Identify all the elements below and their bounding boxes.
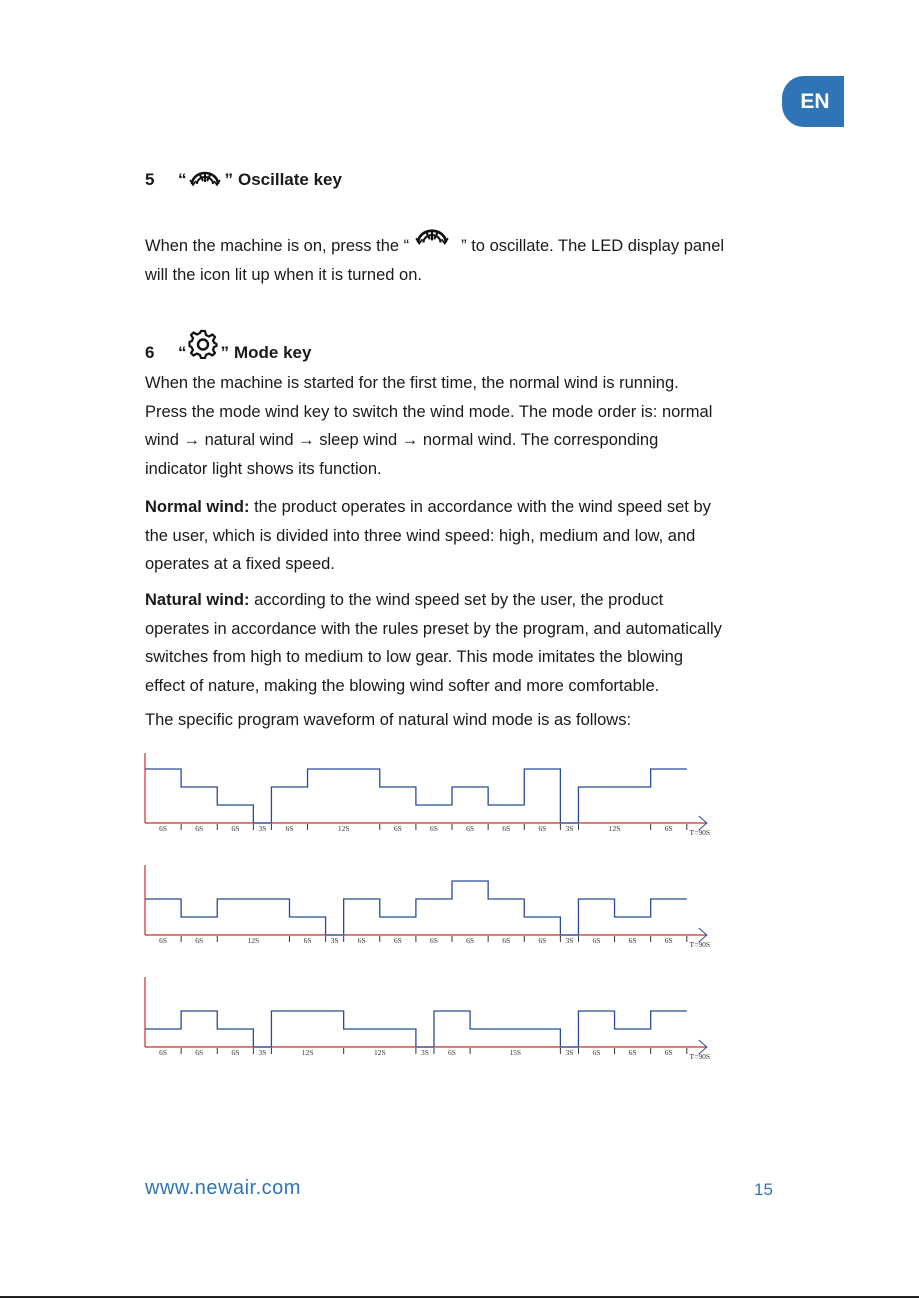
section-5-body <box>145 232 785 289</box>
duration-label: 6S <box>159 936 168 945</box>
duration-label: 6S <box>664 1048 673 1057</box>
duration-label: 6S <box>538 936 547 945</box>
duration-label: 15S <box>509 1048 522 1057</box>
duration-label: 6S <box>538 824 547 833</box>
body-line: Press the mode wind key to switch the wind mode. The mode order is: normal <box>145 402 713 421</box>
duration-label: 6S <box>195 936 204 945</box>
duration-label: 6S <box>664 936 673 945</box>
body-line: When the machine is started for the first time, the normal wind is running. <box>145 374 679 392</box>
duration-label: 12S <box>247 936 260 945</box>
duration-label: 12S <box>337 824 350 833</box>
duration-label: 12S <box>608 824 621 833</box>
duration-label: 6S <box>357 936 366 945</box>
body-line: wind → natural wind → sleep wind → normal wind. The corresponding <box>145 431 659 449</box>
quote-close: ” <box>220 343 229 362</box>
quote-open: “ <box>178 343 187 362</box>
duration-label: 6S <box>448 1048 456 1057</box>
duration-label: 6S <box>664 824 673 833</box>
duration-label: 6S <box>628 1048 637 1057</box>
duration-label: 6S <box>628 936 637 945</box>
duration-label: 6S <box>393 824 402 833</box>
quote-open: “ <box>178 170 187 189</box>
duration-label: 3S <box>258 824 267 833</box>
duration-label: 3S <box>330 936 339 945</box>
duration-label: 6S <box>502 824 511 833</box>
duration-label: 6S <box>429 936 438 945</box>
duration-label: 6S <box>159 824 168 833</box>
oscillate-icon <box>409 233 461 251</box>
total-time-label: T=90S <box>689 940 711 949</box>
section-title: Oscillate key <box>238 170 342 189</box>
body-line: Natural wind: according to the wind speed set by the user, the product <box>145 591 664 609</box>
body-line: operates at a fixed speed. <box>145 555 335 573</box>
quote-close: ” <box>224 170 233 189</box>
total-time-label: T=90S <box>689 1052 711 1061</box>
duration-label: 6S <box>159 1048 168 1057</box>
body-line: effect of nature, making the blowing wind softer and more comfortable. <box>145 676 660 695</box>
duration-label: 6S <box>303 936 312 945</box>
duration-label: 6S <box>592 1048 601 1057</box>
duration-label: 6S <box>231 1048 240 1057</box>
duration-label: 3S <box>258 1048 267 1057</box>
body-line: operates in accordance with the rules preset by the program, and automatically <box>145 619 722 638</box>
normal-wind-label: Normal wind: <box>145 498 250 516</box>
section-title: Mode key <box>234 343 312 362</box>
duration-label: 6S <box>429 824 438 833</box>
normal-wind-paragraph <box>145 493 785 579</box>
footer-url[interactable]: www.newair.com <box>145 1177 301 1199</box>
page-number: 15 <box>754 1180 773 1199</box>
section-number: 6 <box>145 343 155 362</box>
natural-wind-paragraph <box>145 586 785 700</box>
body-line: will the icon lit up when it is turned on. <box>145 265 422 284</box>
duration-label: 3S <box>565 824 574 833</box>
oscillate-icon <box>187 168 225 190</box>
waveform-line <box>145 769 687 823</box>
duration-label: 12S <box>301 1048 314 1057</box>
bottom-rule <box>0 1296 919 1298</box>
duration-label: 6S <box>393 936 402 945</box>
duration-label: 3S <box>565 1048 574 1057</box>
duration-label: 6S <box>502 936 511 945</box>
natural-wind-waveforms <box>0 740 919 1070</box>
body-line: When the machine is on, press the “ ” to oscillate. The LED display panel <box>145 232 785 261</box>
waveform-intro: The specific program waveform of natural wind mode is as follows: <box>145 711 632 729</box>
waveform-line <box>145 881 687 935</box>
body-line: switches from high to medium to low gear. This mode imitates the blowing <box>145 648 684 666</box>
duration-label: 6S <box>285 824 294 833</box>
duration-label: 6S <box>466 936 475 945</box>
waveform-line <box>145 1011 687 1047</box>
body-line: the user, which is divided into three wind speed: high, medium and low, and <box>145 526 696 545</box>
body-line: indicator light shows its function. <box>145 459 382 478</box>
total-time-label: T=90S <box>689 828 711 837</box>
duration-label: 6S <box>231 824 240 833</box>
duration-label: 12S <box>373 1048 386 1057</box>
duration-label: 6S <box>195 1048 204 1057</box>
duration-label: 6S <box>466 824 475 833</box>
duration-label: 3S <box>565 936 574 945</box>
natural-wind-label: Natural wind: <box>145 591 250 609</box>
duration-label: 3S <box>420 1048 429 1057</box>
gear-icon <box>187 333 221 363</box>
body-line: Normal wind: the product operates in accordance with the wind speed set by <box>145 498 711 516</box>
duration-label: 6S <box>195 824 204 833</box>
section-5-heading <box>145 168 342 190</box>
section-6-heading <box>145 333 311 363</box>
section-6-intro <box>145 369 785 483</box>
duration-label: 6S <box>592 936 601 945</box>
language-tab: EN <box>782 76 844 127</box>
section-number: 5 <box>145 170 155 189</box>
